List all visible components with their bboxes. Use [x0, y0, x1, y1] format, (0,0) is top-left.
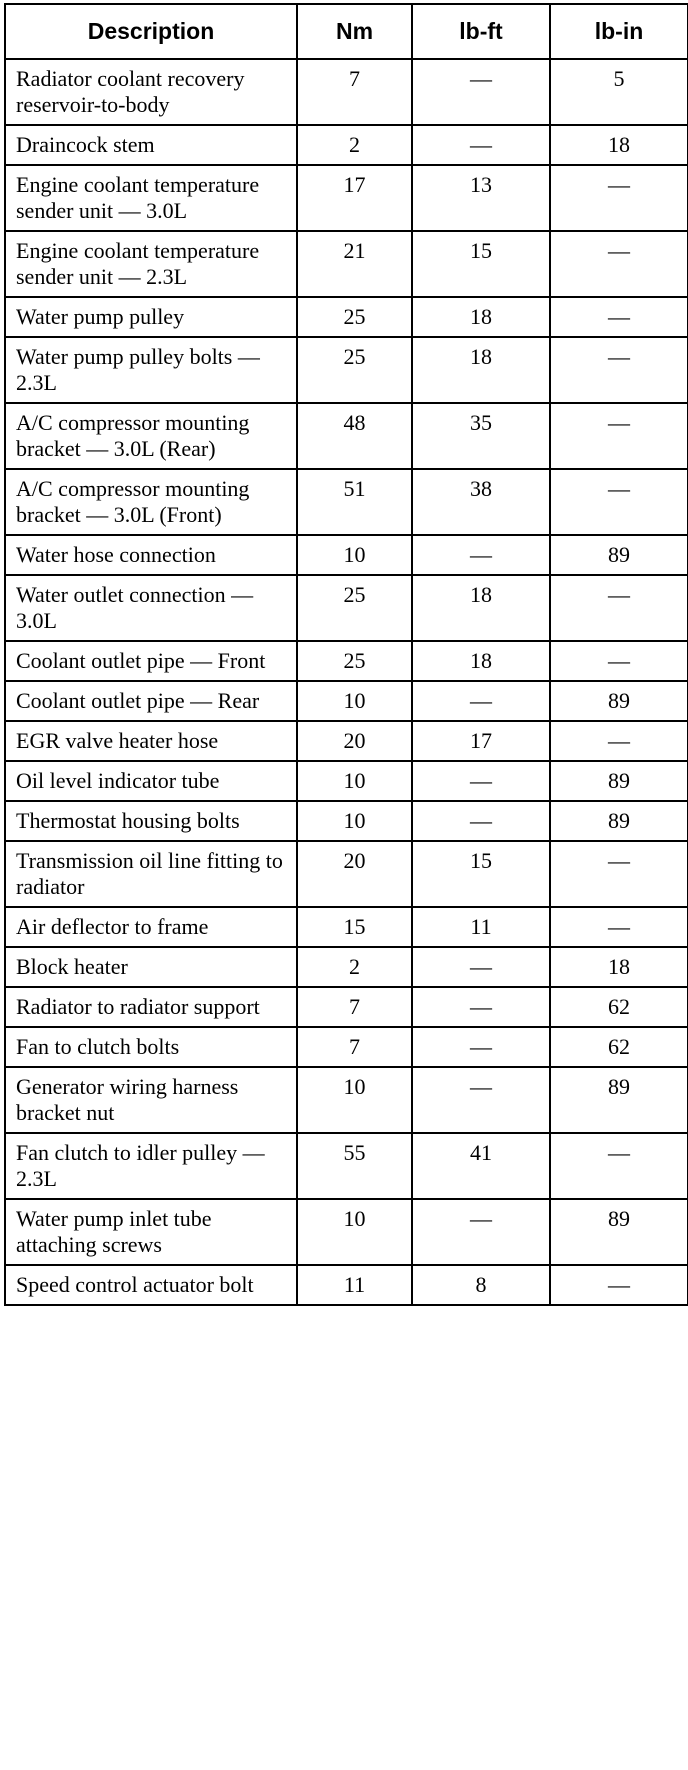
table-row — [5, 125, 688, 165]
cell-nm: 55 — [297, 1133, 412, 1199]
cell-lb-in: — — [550, 1133, 688, 1199]
cell-lb-in: — — [550, 575, 688, 641]
cell-lb-ft: 13 — [412, 165, 550, 231]
table-row — [5, 681, 688, 721]
cell-lb-ft: 35 — [412, 403, 550, 469]
cell-description: Fan to clutch bolts — [5, 1027, 297, 1067]
cell-nm: 48 — [297, 403, 412, 469]
table-row — [5, 297, 688, 337]
cell-description: Speed control actuator bolt — [5, 1265, 297, 1305]
cell-description: Radiator coolant recovery reservoir-to-body — [5, 59, 297, 125]
cell-lb-ft: 18 — [412, 297, 550, 337]
cell-lb-ft: — — [412, 947, 550, 987]
cell-nm: 10 — [297, 535, 412, 575]
cell-lb-in: — — [550, 165, 688, 231]
cell-lb-in: 89 — [550, 1199, 688, 1265]
cell-lb-in: 5 — [550, 59, 688, 125]
cell-description: Block heater — [5, 947, 297, 987]
cell-nm: 20 — [297, 841, 412, 907]
cell-nm: 25 — [297, 337, 412, 403]
table-row — [5, 1199, 688, 1265]
cell-lb-in: — — [550, 231, 688, 297]
table-row — [5, 907, 688, 947]
table-header-row — [5, 4, 688, 59]
table-row — [5, 575, 688, 641]
cell-description: Generator wiring harness bracket nut — [5, 1067, 297, 1133]
table-row — [5, 987, 688, 1027]
cell-description: Water outlet connection — 3.0L — [5, 575, 297, 641]
cell-description: EGR valve heater hose — [5, 721, 297, 761]
cell-nm: 51 — [297, 469, 412, 535]
cell-description: Water pump pulley — [5, 297, 297, 337]
cell-lb-in: — — [550, 1265, 688, 1305]
cell-description: Engine coolant temperature sender unit — 3.0L — [5, 165, 297, 231]
cell-nm: 2 — [297, 947, 412, 987]
cell-nm: 7 — [297, 987, 412, 1027]
cell-description: Radiator to radiator support — [5, 987, 297, 1027]
cell-lb-ft: — — [412, 59, 550, 125]
cell-nm: 15 — [297, 907, 412, 947]
cell-nm: 25 — [297, 641, 412, 681]
cell-lb-ft: 18 — [412, 575, 550, 641]
header-lb-in: lb-in — [550, 4, 688, 59]
cell-lb-in: 18 — [550, 125, 688, 165]
cell-nm: 21 — [297, 231, 412, 297]
table-row — [5, 59, 688, 125]
cell-nm: 10 — [297, 681, 412, 721]
table-row — [5, 801, 688, 841]
torque-spec-table-container — [4, 3, 687, 1306]
cell-lb-ft: 18 — [412, 337, 550, 403]
header-nm: Nm — [297, 4, 412, 59]
cell-lb-ft: — — [412, 1199, 550, 1265]
cell-description: Thermostat housing bolts — [5, 801, 297, 841]
table-row — [5, 535, 688, 575]
table-row — [5, 337, 688, 403]
cell-nm: 25 — [297, 297, 412, 337]
cell-description: Water hose connection — [5, 535, 297, 575]
table-row — [5, 469, 688, 535]
cell-lb-in: — — [550, 841, 688, 907]
cell-lb-ft: — — [412, 1067, 550, 1133]
cell-lb-ft: 41 — [412, 1133, 550, 1199]
cell-lb-in: 89 — [550, 535, 688, 575]
torque-spec-table — [4, 3, 688, 1306]
cell-nm: 7 — [297, 59, 412, 125]
cell-nm: 11 — [297, 1265, 412, 1305]
cell-lb-in: — — [550, 337, 688, 403]
cell-lb-ft: 18 — [412, 641, 550, 681]
cell-lb-in: 62 — [550, 987, 688, 1027]
table-row — [5, 165, 688, 231]
cell-description: Transmission oil line fitting to radiator — [5, 841, 297, 907]
cell-nm: 10 — [297, 801, 412, 841]
cell-description: Water pump inlet tube attaching screws — [5, 1199, 297, 1265]
table-row — [5, 403, 688, 469]
cell-lb-ft: — — [412, 681, 550, 721]
header-description: Description — [5, 4, 297, 59]
table-row — [5, 841, 688, 907]
cell-nm: 10 — [297, 761, 412, 801]
cell-lb-in: 89 — [550, 1067, 688, 1133]
table-row — [5, 1067, 688, 1133]
cell-lb-in: — — [550, 907, 688, 947]
table-row — [5, 761, 688, 801]
cell-lb-ft: — — [412, 125, 550, 165]
cell-lb-in: 89 — [550, 801, 688, 841]
cell-description: Fan clutch to idler pulley — 2.3L — [5, 1133, 297, 1199]
cell-lb-ft: — — [412, 987, 550, 1027]
cell-lb-ft: 15 — [412, 841, 550, 907]
table-body — [5, 59, 688, 1305]
cell-nm: 7 — [297, 1027, 412, 1067]
cell-lb-ft: 17 — [412, 721, 550, 761]
cell-nm: 25 — [297, 575, 412, 641]
cell-lb-ft: — — [412, 761, 550, 801]
table-row — [5, 721, 688, 761]
table-row — [5, 231, 688, 297]
cell-lb-ft: — — [412, 535, 550, 575]
table-row — [5, 1133, 688, 1199]
cell-lb-in: — — [550, 297, 688, 337]
cell-lb-ft: 8 — [412, 1265, 550, 1305]
cell-lb-in: — — [550, 403, 688, 469]
cell-description: Draincock stem — [5, 125, 297, 165]
cell-nm: 10 — [297, 1067, 412, 1133]
cell-description: Coolant outlet pipe — Rear — [5, 681, 297, 721]
header-lb-ft: lb-ft — [412, 4, 550, 59]
cell-description: A/C compressor mounting bracket — 3.0L (Front) — [5, 469, 297, 535]
cell-lb-in: 89 — [550, 761, 688, 801]
table-row — [5, 641, 688, 681]
cell-lb-in: 62 — [550, 1027, 688, 1067]
cell-lb-ft: 15 — [412, 231, 550, 297]
cell-nm: 17 — [297, 165, 412, 231]
cell-lb-in: — — [550, 469, 688, 535]
cell-nm: 20 — [297, 721, 412, 761]
cell-description: A/C compressor mounting bracket — 3.0L (Rear) — [5, 403, 297, 469]
cell-description: Water pump pulley bolts — 2.3L — [5, 337, 297, 403]
cell-lb-ft: 11 — [412, 907, 550, 947]
cell-description: Engine coolant temperature sender unit — 2.3L — [5, 231, 297, 297]
cell-nm: 2 — [297, 125, 412, 165]
cell-description: Coolant outlet pipe — Front — [5, 641, 297, 681]
cell-lb-ft: — — [412, 801, 550, 841]
cell-lb-ft: — — [412, 1027, 550, 1067]
cell-nm: 10 — [297, 1199, 412, 1265]
cell-lb-in: 18 — [550, 947, 688, 987]
cell-lb-in: — — [550, 721, 688, 761]
table-row — [5, 1027, 688, 1067]
cell-lb-in: 89 — [550, 681, 688, 721]
cell-description: Air deflector to frame — [5, 907, 297, 947]
cell-lb-in: — — [550, 641, 688, 681]
table-row — [5, 1265, 688, 1305]
cell-lb-ft: 38 — [412, 469, 550, 535]
table-row — [5, 947, 688, 987]
cell-description: Oil level indicator tube — [5, 761, 297, 801]
